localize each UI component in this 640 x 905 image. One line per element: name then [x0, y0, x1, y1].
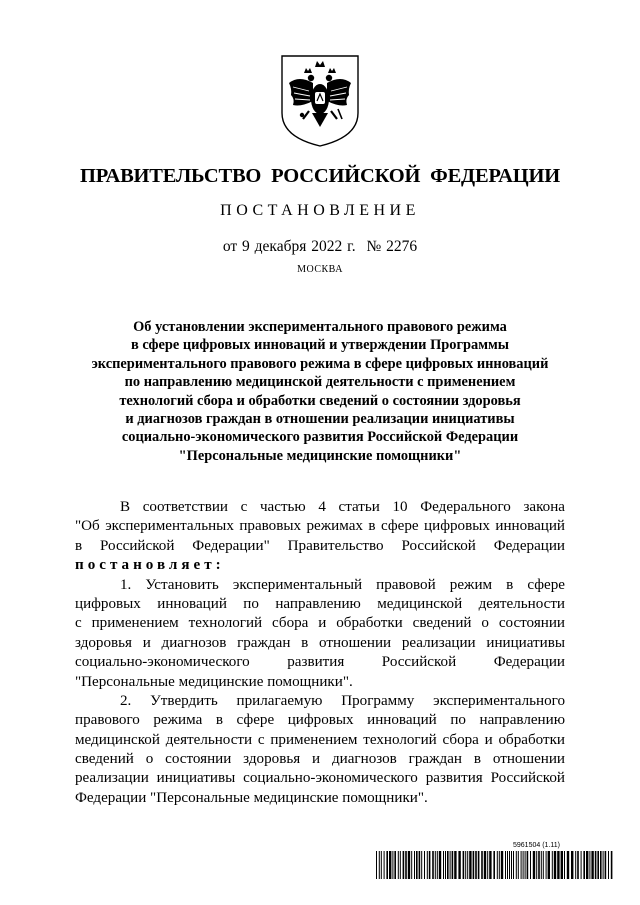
subject-line: социально-экономического развития Российской Федерации	[121, 429, 519, 446]
body-line: цифровых инноваций по направлению медицинской деятельности	[75, 595, 565, 612]
document-type: ПОСТАНОВЛЕНИЕ	[220, 202, 420, 219]
body-line: сведений о состоянии здоровья и диагнозов граждан в отношении	[75, 751, 565, 768]
document-subject	[60, 318, 580, 465]
document-number: № 2276	[366, 238, 418, 255]
subject-line: Об установлении экспериментального правового режима	[133, 319, 507, 335]
subject-line: экспериментального правового режима в сфере цифровых инноваций	[91, 355, 549, 372]
body-line: Федерации "Персональные медицинские помощники".	[75, 789, 428, 806]
body-line: реализации инициативы социально-экономического развития Российской	[75, 770, 565, 787]
body-line: в Российской Федерации" Правительство Российской Федерации	[75, 537, 565, 554]
body-line: В соответствии с частью 4 статьи 10 Федерального закона	[120, 499, 565, 515]
body-line: с применением технологий сбора и обработки сведений о состоянии	[75, 615, 565, 632]
city: МОСКВА	[297, 264, 343, 275]
body-line: здоровья и диагнозов граждан в отношении реализации инициативы	[75, 634, 565, 651]
barcode-number: 5961504 (1.11)	[513, 842, 560, 849]
barcode-icon	[376, 851, 616, 879]
body-line: социально-экономического развития Российской Федерации	[75, 654, 565, 671]
subject-line: и диагнозов граждан в отношении реализации инициативы	[125, 411, 515, 428]
subject-line: "Персональные медицинские помощники"	[178, 447, 462, 464]
government-title: ПРАВИТЕЛЬСТВО РОССИЙСКОЙ ФЕДЕРАЦИИ	[80, 165, 560, 187]
body-line: медицинской деятельности с применением технологий сбора и обработки	[75, 731, 565, 748]
body-line: "Персональные медицинские помощники".	[75, 673, 353, 690]
date-number-line	[0, 238, 640, 256]
document-date: от 9 декабря 2022 г.	[222, 238, 356, 255]
subject-line: в сфере цифровых инноваций и утверждении Программы	[130, 337, 510, 354]
body-line: правового режима в сфере цифровых инноваций по направлению	[75, 712, 565, 729]
body-line: 2. Утвердить прилагаемую Программу экспериментального	[120, 692, 565, 709]
document-body	[75, 498, 565, 808]
state-emblem-icon	[279, 53, 361, 149]
decree-word-text: постановляет:	[75, 557, 225, 574]
subject-line: технологий сбора и обработки сведений о состоянии здоровья	[119, 392, 521, 409]
decree-word	[75, 556, 565, 575]
body-line: 1. Установить экспериментальный правовой режим в сфере	[120, 576, 565, 593]
subject-line: по направлению медицинской деятельности с применением	[124, 374, 516, 391]
body-line: "Об экспериментальных правовых режимах в сфере цифровых инноваций	[75, 518, 565, 535]
